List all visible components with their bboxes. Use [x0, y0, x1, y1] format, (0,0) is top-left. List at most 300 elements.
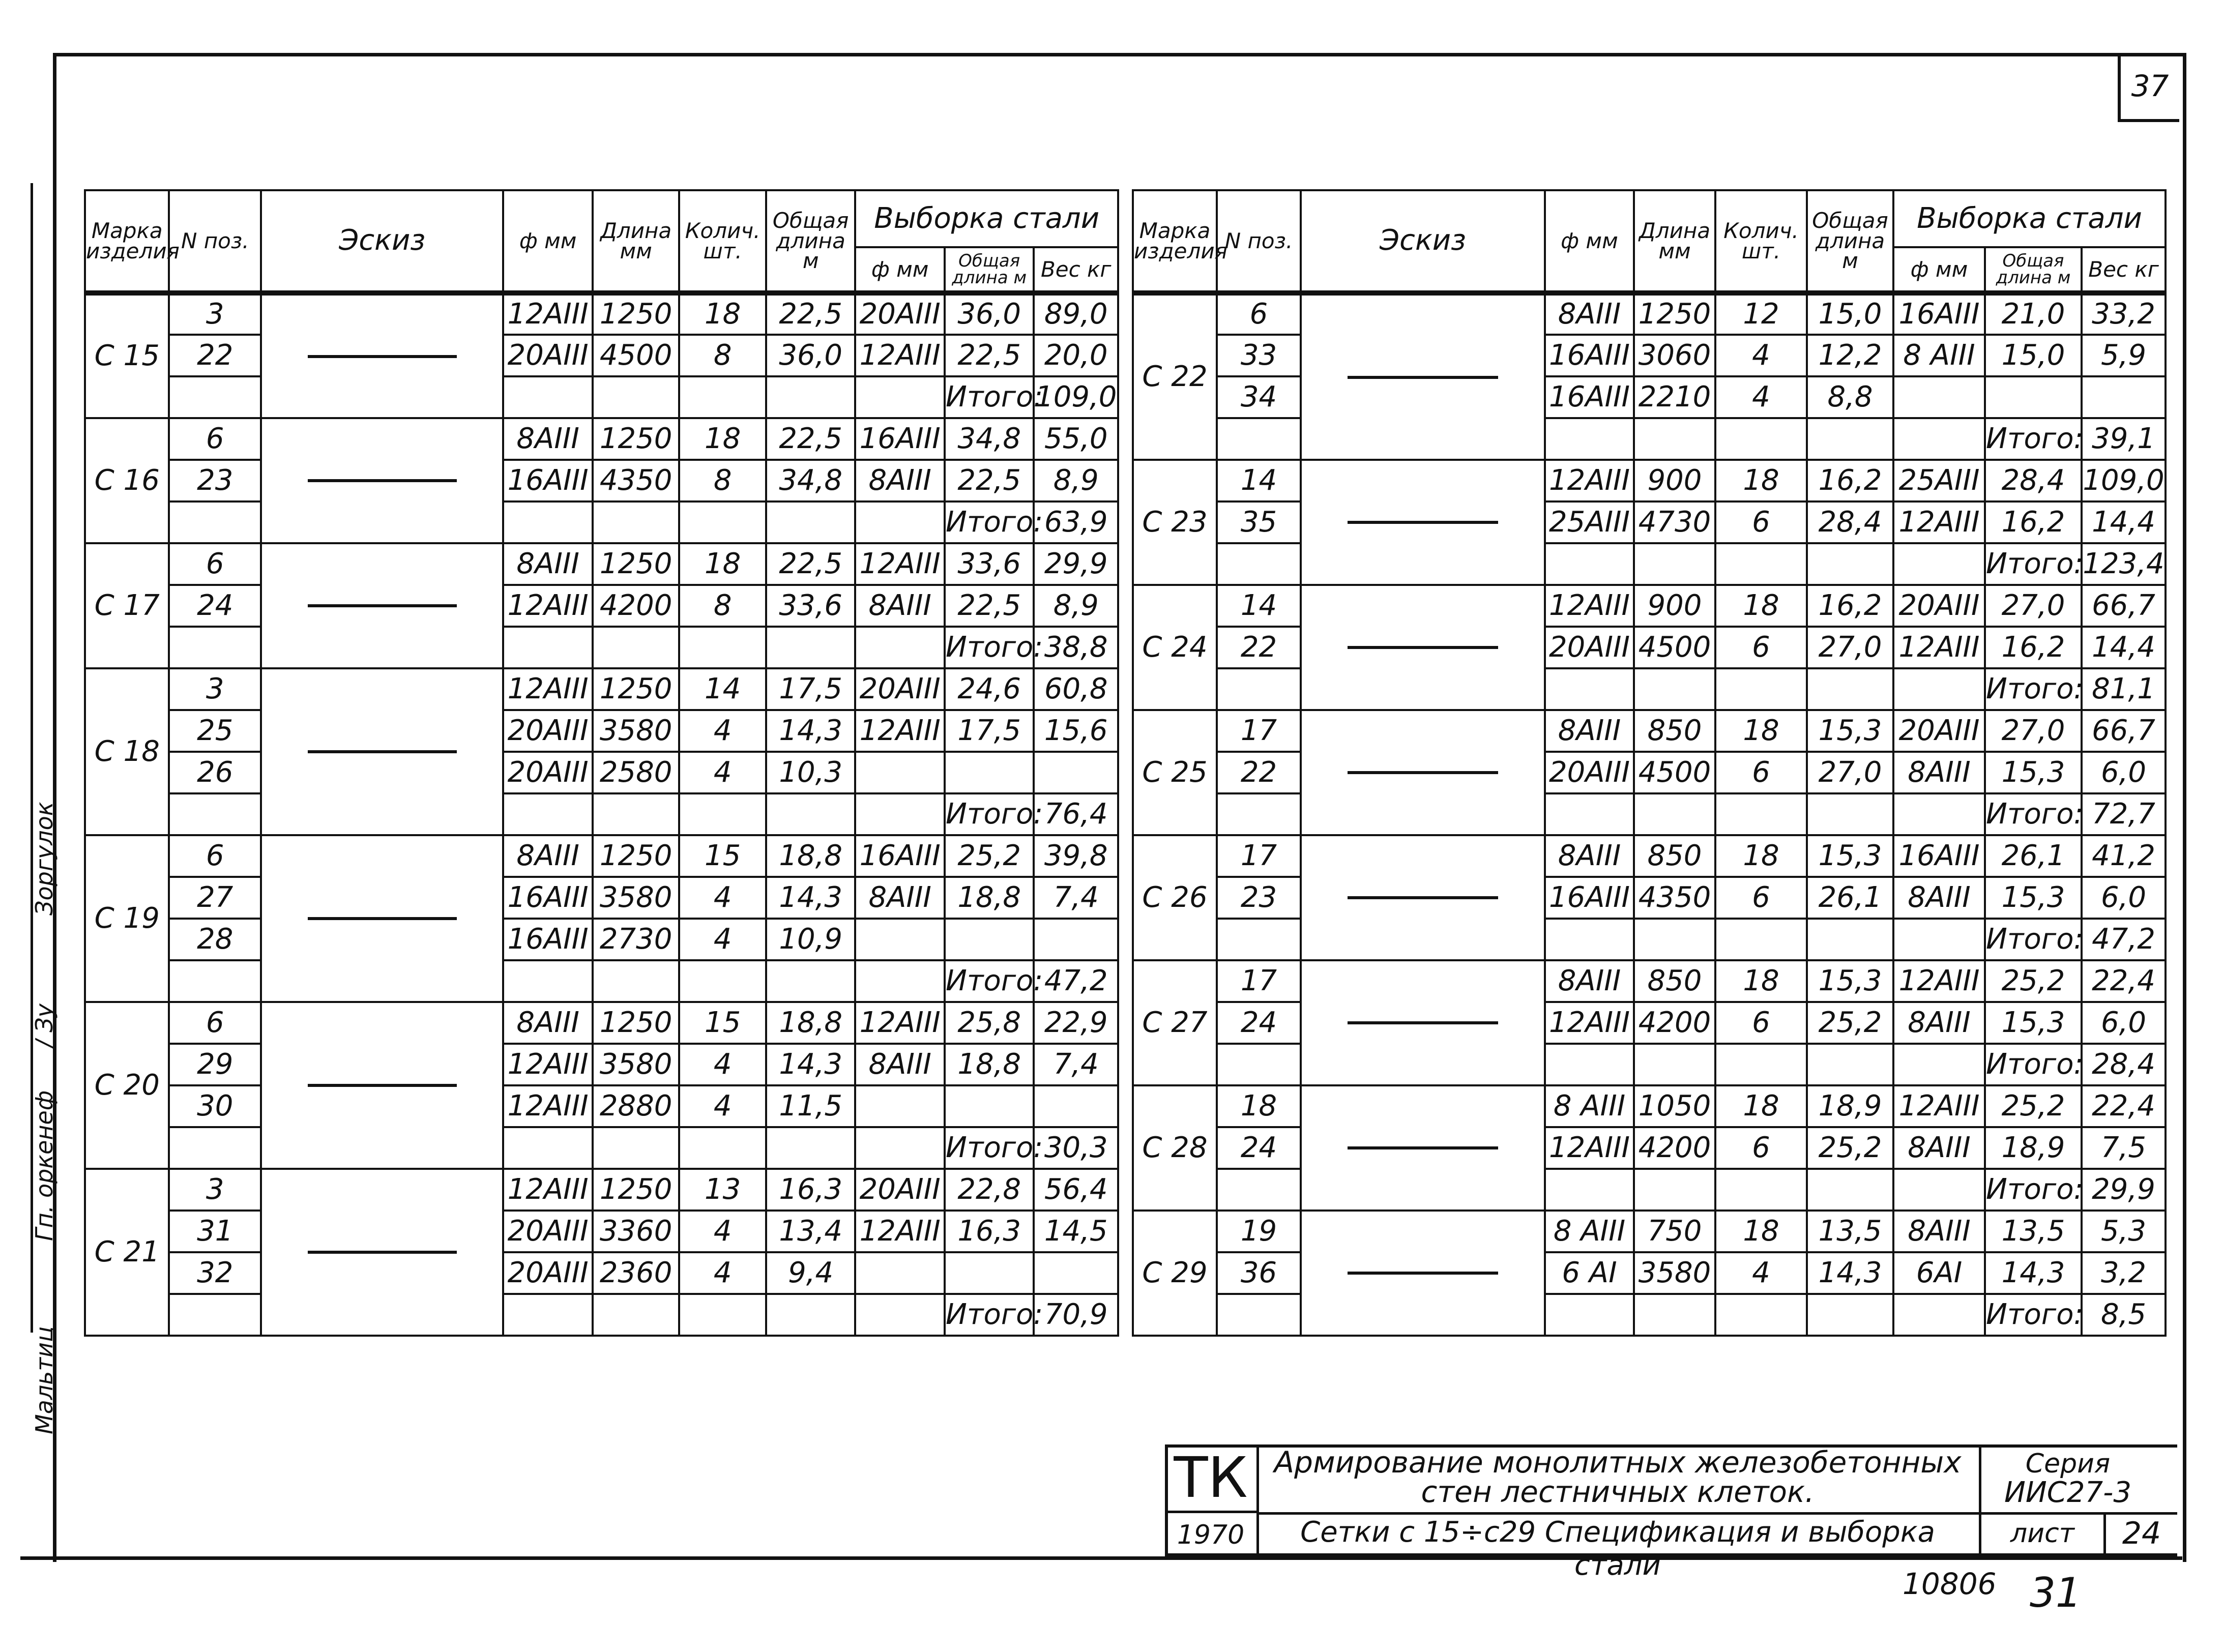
bar-sketch-line [1348, 896, 1498, 899]
document-page: 31 [2030, 1569, 2082, 1616]
selection-length-cell: 16,2 [1985, 627, 2082, 668]
selection-diameter-cell: 20АIII [855, 1169, 945, 1211]
selection-length-cell: 16,2 [1985, 501, 2082, 543]
length-cell: 750 [1634, 1211, 1715, 1252]
table-row [85, 835, 1118, 877]
total-length-cell [1807, 793, 1893, 835]
length-cell: 1050 [1634, 1085, 1715, 1127]
selection-diameter-cell [1893, 418, 1985, 460]
position-cell: 3 [169, 293, 261, 335]
selection-length-cell: 18,9 [1985, 1127, 2082, 1169]
title-divider [1979, 1512, 2177, 1515]
diameter-cell: 16АIII [503, 877, 593, 919]
total-length-cell [766, 1127, 856, 1169]
total-length-cell [766, 1294, 856, 1336]
selection-diameter-cell: 16АIII [855, 418, 945, 460]
selection-diameter-cell [1893, 376, 1985, 418]
selection-diameter-cell [1893, 543, 1985, 585]
quantity-cell: 6 [1715, 627, 1807, 668]
quantity-cell: 18 [1715, 835, 1807, 877]
drawing-subtitle: Сетки с 15÷с29 Спецификация и выборка стали [1300, 1516, 1935, 1582]
position-cell: 17 [1217, 710, 1301, 752]
selection-diameter-cell [1893, 1294, 1985, 1336]
total-length-cell: 33,6 [766, 585, 856, 627]
selection-length-cell: Итого: [1985, 919, 2082, 960]
length-cell: 4350 [1634, 877, 1715, 919]
length-cell: 900 [1634, 585, 1715, 627]
diameter-cell: 8 АIII [1545, 1211, 1634, 1252]
length-cell: 1250 [593, 1169, 680, 1211]
selection-length-cell: Итого: [945, 1127, 1034, 1169]
quantity-cell: 4 [1715, 1252, 1807, 1294]
selection-diameter-cell: 25АIII [1893, 460, 1985, 501]
position-cell [169, 501, 261, 543]
sheet-label: лист [2010, 1518, 2074, 1549]
bar-sketch-line [1348, 376, 1498, 379]
diameter-cell: 20АIII [503, 710, 593, 752]
diameter-cell: 12АIII [1545, 460, 1634, 501]
selection-length-cell: Итого: [1985, 418, 2082, 460]
position-cell: 24 [1217, 1127, 1301, 1169]
quantity-cell: 18 [1715, 710, 1807, 752]
quantity-cell: 4 [679, 1252, 766, 1294]
selection-diameter-cell: 12АIII [855, 710, 945, 752]
table-row [1133, 1085, 2166, 1127]
selection-length-cell: Итого: [1985, 543, 2082, 585]
selection-diameter-cell: 16АIII [1893, 835, 1985, 877]
table-row [85, 335, 1118, 376]
quantity-cell: 15 [679, 1002, 766, 1044]
position-cell: 14 [1217, 460, 1301, 501]
table-row [1133, 1294, 2166, 1336]
length-cell: 4500 [1634, 752, 1715, 793]
side-divider [31, 539, 33, 722]
selection-diameter-cell [855, 960, 945, 1002]
length-cell: 1250 [1634, 293, 1715, 335]
total-length-cell: 34,8 [766, 460, 856, 501]
total-length-cell [766, 793, 856, 835]
selection-diameter-cell: 8АIII [1893, 1211, 1985, 1252]
selection-length-cell: 15,3 [1985, 877, 2082, 919]
selection-diameter-cell [855, 627, 945, 668]
selection-length-cell: 13,5 [1985, 1211, 2082, 1252]
position-cell: 17 [1217, 835, 1301, 877]
length-cell: 850 [1634, 960, 1715, 1002]
quantity-cell: 8 [679, 460, 766, 501]
quantity-cell: 8 [679, 335, 766, 376]
diameter-cell [1545, 919, 1634, 960]
series-code: ИИС27-3 [2004, 1476, 2131, 1509]
bar-sketch-line [308, 355, 457, 358]
quantity-cell [679, 793, 766, 835]
quantity-cell [1715, 1294, 1807, 1336]
selection-length-cell: Итого: [1985, 668, 2082, 710]
side-label-developed: Мальтиц [31, 1326, 58, 1434]
sketch-cell [261, 668, 503, 835]
position-cell: 26 [169, 752, 261, 793]
quantity-cell: 14 [679, 668, 766, 710]
quantity-cell: 13 [679, 1169, 766, 1211]
selection-diameter-cell: 12АIII [855, 1211, 945, 1252]
selection-length-cell: 26,1 [1985, 835, 2082, 877]
selection-weight-cell: 41,2 [2082, 835, 2166, 877]
sketch-cell [261, 293, 503, 418]
product-mark-cell: С 19 [85, 835, 169, 1002]
selection-diameter-cell: 8АIII [855, 460, 945, 501]
product-mark-cell: С 21 [85, 1169, 169, 1336]
quantity-cell: 18 [1715, 1211, 1807, 1252]
selection-weight-cell [1034, 919, 1118, 960]
total-length-cell: 27,0 [1807, 752, 1893, 793]
diameter-cell: 20АIII [503, 335, 593, 376]
selection-weight-cell: 123,4 [2082, 543, 2166, 585]
length-cell: 3580 [593, 877, 680, 919]
total-length-cell: 10,3 [766, 752, 856, 793]
position-cell: 34 [1217, 376, 1301, 418]
diameter-cell: 16АIII [503, 460, 593, 501]
table-row [1133, 1002, 2166, 1044]
selection-length-cell: 27,0 [1985, 710, 2082, 752]
selection-length-cell: Итого: [945, 1294, 1034, 1336]
selection-weight-cell: 39,8 [1034, 835, 1118, 877]
sketch-cell [1301, 293, 1545, 460]
table-row [85, 1044, 1118, 1085]
position-cell: 35 [1217, 501, 1301, 543]
selection-weight-cell: 22,4 [2082, 1085, 2166, 1127]
selection-diameter-cell: 16АIII [855, 835, 945, 877]
quantity-cell: 4 [1715, 335, 1807, 376]
selection-length-cell: Итого: [945, 627, 1034, 668]
table-row [85, 1211, 1118, 1252]
position-cell: 33 [1217, 335, 1301, 376]
length-cell [1634, 668, 1715, 710]
selection-weight-cell: 29,9 [1034, 543, 1118, 585]
selection-length-cell [945, 1252, 1034, 1294]
table-row [85, 543, 1118, 585]
sketch-cell [1301, 460, 1545, 585]
table-row [85, 627, 1118, 668]
selection-length-cell: Итого: [1985, 1044, 2082, 1085]
length-cell: 2730 [593, 919, 680, 960]
diameter-cell [1545, 418, 1634, 460]
table-row [1133, 376, 2166, 418]
table-row [1133, 1252, 2166, 1294]
position-cell [1217, 1169, 1301, 1211]
table-row [85, 585, 1118, 627]
table-row [1133, 627, 2166, 668]
table-row [1133, 501, 2166, 543]
length-cell: 4200 [1634, 1127, 1715, 1169]
side-label-signature: / Зу [31, 1004, 58, 1048]
header-pos: N поз. [169, 190, 261, 293]
table-row [1133, 460, 2166, 501]
selection-length-cell: Итого: [945, 960, 1034, 1002]
position-cell [169, 793, 261, 835]
selection-weight-cell: 6,0 [2082, 877, 2166, 919]
selection-diameter-cell [855, 752, 945, 793]
quantity-cell: 4 [679, 752, 766, 793]
table-row [1133, 710, 2166, 752]
diameter-cell: 20АIII [503, 1252, 593, 1294]
length-cell: 900 [1634, 460, 1715, 501]
position-cell: 22 [1217, 752, 1301, 793]
selection-weight-cell: 14,4 [2082, 627, 2166, 668]
title-divider [1256, 1512, 1979, 1515]
sketch-cell [1301, 585, 1545, 710]
position-cell: 27 [169, 877, 261, 919]
selection-length-cell [945, 1085, 1034, 1127]
sketch-cell [1301, 960, 1545, 1085]
table-row [85, 960, 1118, 1002]
diameter-cell: 12АIII [503, 1169, 593, 1211]
table-row [85, 877, 1118, 919]
table-row [1133, 1044, 2166, 1085]
position-cell: 32 [169, 1252, 261, 1294]
side-label-checked: Гп. оркенеф [31, 1090, 58, 1241]
selection-weight-cell [1034, 1085, 1118, 1127]
drawing-title-line1: Армирование монолитных железобетонных [1274, 1445, 1962, 1480]
selection-length-cell: 21,0 [1985, 293, 2082, 335]
total-length-cell: 16,2 [1807, 460, 1893, 501]
total-length-cell: 15,3 [1807, 710, 1893, 752]
table-row [1133, 668, 2166, 710]
length-cell [1634, 793, 1715, 835]
position-cell: 19 [1217, 1211, 1301, 1252]
drawing-title-line2: стен лестничных клеток. [1421, 1474, 1815, 1509]
diameter-cell: 16АIII [503, 919, 593, 960]
diameter-cell: 25АIII [1545, 501, 1634, 543]
total-length-cell: 16,2 [1807, 585, 1893, 627]
quantity-cell: 4 [679, 877, 766, 919]
selection-diameter-cell: 8АIII [855, 585, 945, 627]
selection-length-cell: 16,3 [945, 1211, 1034, 1252]
length-cell [1634, 418, 1715, 460]
selection-diameter-cell [855, 1127, 945, 1169]
series-label: Серия [2025, 1449, 2111, 1479]
side-label-approved: Зоргулок [31, 802, 58, 916]
spec-table-right [1132, 189, 2167, 1337]
sheet-number: 24 [2122, 1516, 2161, 1551]
diameter-cell: 16АIII [1545, 376, 1634, 418]
selection-length-cell: Итого: [1985, 1294, 2082, 1336]
total-length-cell: 27,0 [1807, 627, 1893, 668]
table-row [1133, 960, 2166, 1002]
total-length-cell: 10,9 [766, 919, 856, 960]
sketch-cell [261, 418, 503, 543]
selection-diameter-cell: 20АIII [855, 668, 945, 710]
position-cell [1217, 793, 1301, 835]
quantity-cell [679, 960, 766, 1002]
total-length-cell: 14,3 [766, 877, 856, 919]
quantity-cell: 6 [1715, 877, 1807, 919]
organization-logo: ТК [1165, 1444, 1259, 1513]
selection-weight-cell: 6,0 [2082, 752, 2166, 793]
position-cell: 17 [1217, 960, 1301, 1002]
length-cell: 850 [1634, 835, 1715, 877]
bar-sketch-line [308, 917, 457, 920]
selection-weight-cell: 22,4 [2082, 960, 2166, 1002]
selection-weight-cell: 5,3 [2082, 1211, 2166, 1252]
table-row [85, 1002, 1118, 1044]
position-cell: 22 [169, 335, 261, 376]
header-mark: Марка изделия [85, 190, 169, 293]
length-cell: 4500 [1634, 627, 1715, 668]
position-cell: 30 [169, 1085, 261, 1127]
table-row [1133, 585, 2166, 627]
selection-length-cell: 22,8 [945, 1169, 1034, 1211]
quantity-cell [1715, 793, 1807, 835]
year: 1970 [1165, 1513, 1259, 1556]
total-length-cell: 12,2 [1807, 335, 1893, 376]
table-row [85, 460, 1118, 501]
length-cell: 2880 [593, 1085, 680, 1127]
diameter-cell: 20АIII [503, 752, 593, 793]
drawing-title [1262, 1445, 1974, 1509]
total-length-cell: 36,0 [766, 335, 856, 376]
header-sel-phi: ф мм [855, 247, 945, 293]
total-length-cell: 15,0 [1807, 293, 1893, 335]
total-length-cell [766, 501, 856, 543]
selection-length-cell: 25,2 [1985, 1085, 2082, 1127]
selection-weight-cell: 70,9 [1034, 1294, 1118, 1336]
diameter-cell [1545, 1294, 1634, 1336]
position-cell [1217, 1294, 1301, 1336]
total-length-cell: 14,3 [766, 710, 856, 752]
table-row [85, 1294, 1118, 1336]
position-cell: 6 [169, 418, 261, 460]
header-qty: Колич. шт. [1715, 190, 1807, 293]
diameter-cell [503, 960, 593, 1002]
selection-length-cell: 25,2 [945, 835, 1034, 877]
selection-weight-cell: 76,4 [1034, 793, 1118, 835]
total-length-cell: 18,9 [1807, 1085, 1893, 1127]
page-number: 37 [2118, 53, 2179, 122]
table-row [85, 919, 1118, 960]
selection-diameter-cell [1893, 1169, 1985, 1211]
product-mark-cell: С 20 [85, 1002, 169, 1169]
diameter-cell: 6 АI [1545, 1252, 1634, 1294]
selection-length-cell: 17,5 [945, 710, 1034, 752]
quantity-cell [1715, 668, 1807, 710]
length-cell [593, 1127, 680, 1169]
selection-diameter-cell [1893, 793, 1985, 835]
selection-weight-cell: 8,9 [1034, 460, 1118, 501]
selection-diameter-cell: 8АIII [855, 1044, 945, 1085]
selection-length-cell: 15,0 [1985, 335, 2082, 376]
selection-weight-cell: 56,4 [1034, 1169, 1118, 1211]
bar-sketch-line [1348, 1021, 1498, 1024]
selection-diameter-cell: 12АIII [1893, 960, 1985, 1002]
selection-weight-cell: 81,1 [2082, 668, 2166, 710]
length-cell: 2210 [1634, 376, 1715, 418]
product-mark-cell: С 28 [1133, 1085, 1217, 1211]
length-cell: 3580 [1634, 1252, 1715, 1294]
total-length-cell: 26,1 [1807, 877, 1893, 919]
table-row [1133, 335, 2166, 376]
table-row [1133, 835, 2166, 877]
quantity-cell: 18 [1715, 1085, 1807, 1127]
selection-length-cell: Итого: [1985, 793, 2082, 835]
diameter-cell [503, 793, 593, 835]
diameter-cell: 8АIII [1545, 960, 1634, 1002]
position-cell: 28 [169, 919, 261, 960]
position-cell [169, 1127, 261, 1169]
selection-length-cell: 15,3 [1985, 1002, 2082, 1044]
diameter-cell [1545, 668, 1634, 710]
length-cell [1634, 1044, 1715, 1085]
header-qty: Колич. шт. [679, 190, 766, 293]
selection-weight-cell: 7,4 [1034, 1044, 1118, 1085]
length-cell: 3360 [593, 1211, 680, 1252]
quantity-cell: 6 [1715, 1002, 1807, 1044]
selection-length-cell: 24,6 [945, 668, 1034, 710]
product-mark-cell: С 27 [1133, 960, 1217, 1085]
length-cell: 2360 [593, 1252, 680, 1294]
selection-length-cell: 22,5 [945, 460, 1034, 501]
position-cell [1217, 418, 1301, 460]
header-steel-selection: Выборка стали [855, 190, 1118, 247]
diameter-cell: 8АIII [503, 835, 593, 877]
total-length-cell: 9,4 [766, 1252, 856, 1294]
length-cell: 4200 [1634, 1002, 1715, 1044]
selection-weight-cell: 20,0 [1034, 335, 1118, 376]
total-length-cell: 16,3 [766, 1169, 856, 1211]
quantity-cell: 4 [679, 1085, 766, 1127]
selection-length-cell: 14,3 [1985, 1252, 2082, 1294]
selection-weight-cell: 38,8 [1034, 627, 1118, 668]
product-mark-cell: С 29 [1133, 1211, 1217, 1336]
product-mark-cell: С 22 [1133, 293, 1217, 460]
length-cell: 3580 [593, 1044, 680, 1085]
selection-weight-cell: 14,4 [2082, 501, 2166, 543]
bar-sketch-line [1348, 771, 1498, 774]
position-cell [169, 1294, 261, 1336]
diameter-cell: 20АIII [1545, 752, 1634, 793]
header-steel-selection: Выборка стали [1893, 190, 2166, 247]
selection-weight-cell: 89,0 [1034, 293, 1118, 335]
table-row [85, 793, 1118, 835]
total-length-cell: 22,5 [766, 293, 856, 335]
diameter-cell: 16АIII [1545, 877, 1634, 919]
side-divider [31, 183, 33, 539]
diameter-cell: 12АIII [1545, 1127, 1634, 1169]
total-length-cell: 25,2 [1807, 1127, 1893, 1169]
diameter-cell [503, 376, 593, 418]
selection-diameter-cell: 12АIII [855, 1002, 945, 1044]
total-length-cell [1807, 1044, 1893, 1085]
selection-length-cell: 25,8 [945, 1002, 1034, 1044]
header-sketch: Эскиз [1301, 190, 1545, 293]
total-length-cell: 25,2 [1807, 1002, 1893, 1044]
quantity-cell: 4 [679, 919, 766, 960]
selection-weight-cell: 14,5 [1034, 1211, 1118, 1252]
length-cell: 2580 [593, 752, 680, 793]
diameter-cell [1545, 1169, 1634, 1211]
header-phi: ф мм [503, 190, 593, 293]
total-length-cell: 14,3 [766, 1044, 856, 1085]
selection-weight-cell: 47,2 [2082, 919, 2166, 960]
total-length-cell: 18,8 [766, 835, 856, 877]
sketch-cell [1301, 710, 1545, 835]
total-length-cell [1807, 1294, 1893, 1336]
position-cell: 22 [1217, 627, 1301, 668]
header-length: Длина мм [593, 190, 680, 293]
quantity-cell [679, 501, 766, 543]
quantity-cell: 18 [1715, 585, 1807, 627]
product-mark-cell: С 26 [1133, 835, 1217, 960]
selection-diameter-cell [1893, 668, 1985, 710]
diameter-cell [1545, 1044, 1634, 1085]
